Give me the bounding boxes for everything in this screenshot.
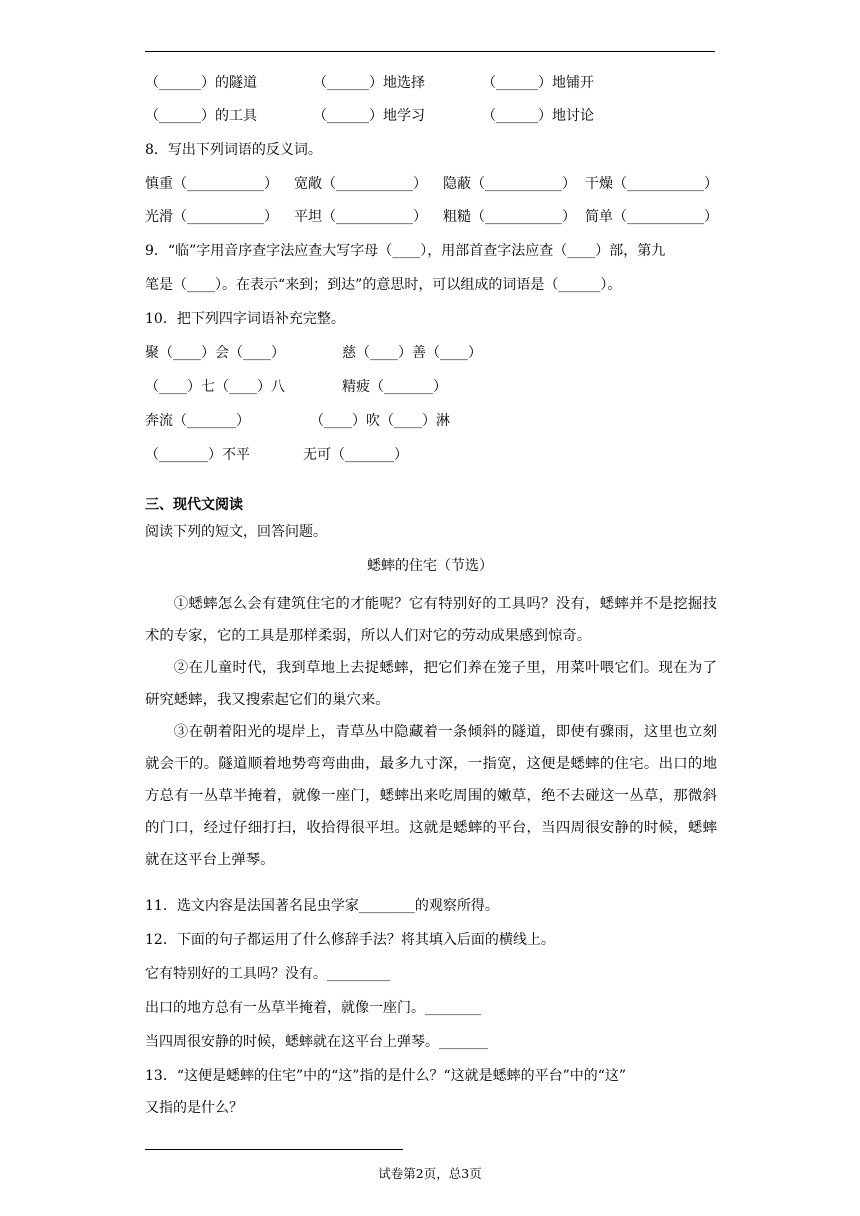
fill-item: （______）的工具 xyxy=(145,108,257,124)
question-13-line2: 又指的是什么？ xyxy=(145,1100,243,1116)
idiom-item: 聚（____）会（____） xyxy=(145,345,285,361)
section-heading: 三、现代文阅读 xyxy=(145,497,243,513)
fill-item: （______）地选择 xyxy=(313,75,425,91)
idiom-item: 慈（____）善（____） xyxy=(342,345,482,361)
page-footer: 试卷第2页，总3页 xyxy=(378,1166,482,1181)
fill-item: （______）地讨论 xyxy=(482,108,594,124)
question-11: 11．选文内容是法国著名昆虫学家________的观察所得。 xyxy=(145,898,499,914)
question-12-sentence-1: 它有特别好的工具吗？没有。_________ xyxy=(145,966,390,982)
antonym-item: 慎重（___________） xyxy=(145,176,278,192)
idiom-item: （____）吹（____）淋 xyxy=(310,413,450,429)
question-12-sentence-2: 出口的地方总有一丛草半掩着，就像一座门。________ xyxy=(145,1000,481,1016)
antonym-item: 干燥（___________） xyxy=(585,176,718,192)
antonym-item: 平坦（___________） xyxy=(294,209,427,225)
antonym-item: 粗糙（___________） xyxy=(443,209,576,225)
question-13-line1: 13．“这便是蟋蟀的住宅”中的“这”指的是什么？“这就是蟋蟀的平台”中的“这” xyxy=(145,1068,627,1084)
fill-item: （______）的隧道 xyxy=(145,75,257,91)
question-8-prompt: 8．写出下列词语的反义词。 xyxy=(145,142,322,158)
idiom-item: 无可（_______） xyxy=(303,447,408,463)
question-9-line1: 9．“临”字用音序查字法应查大写字母（____），用部首查字法应查（____）部，第九 xyxy=(145,243,666,259)
passage-title: 蟋蟀的住宅（节选） xyxy=(367,558,493,574)
question-9-line2: 笔是（____）。在表示“来到；到达”的意思时，可以组成的词语是（______）。 xyxy=(145,277,622,293)
fill-item: （______）地铺开 xyxy=(482,75,594,91)
header-rule xyxy=(145,51,715,52)
footer-rule xyxy=(145,1149,403,1150)
question-12-sentence-3: 当四周很安静的时候，蟋蟀就在这平台上弹琴。_______ xyxy=(145,1034,488,1050)
question-10-prompt: 10．把下列四字词语补充完整。 xyxy=(145,311,345,327)
idiom-item: 奔流（_______） xyxy=(145,413,250,429)
passage-paragraph-1: ①蟋蟀怎么会有建筑住宅的才能呢？它有特别好的工具吗？没有，蟋蟀并不是挖掘技术的专家，它的工具是那样柔弱，所以人们对它的劳动成果感到惊奇。 xyxy=(145,596,717,644)
antonym-item: 宽敞（___________） xyxy=(294,176,427,192)
question-12-prompt: 12．下面的句子都运用了什么修辞手法？将其填入后面的横线上。 xyxy=(145,932,555,948)
reading-instruction: 阅读下列的短文，回答问题。 xyxy=(145,524,327,540)
idiom-item: （_______）不平 xyxy=(145,447,250,463)
antonym-item: 隐蔽（___________） xyxy=(443,176,576,192)
passage-paragraph-3: ③在朝着阳光的堤岸上，青草丛中隐藏着一条倾斜的隧道，即使有骤雨，这里也立刻就会干的。隧道顺着地势弯弯曲曲，最多九寸深，一指宽，这便是蟋蟀的住宅。出口的地方总有一丛草半掩着，就像一座门，蟋蟀出来吃周围的嫩草，绝不去碰这一丛草，那微斜的门口，经过仔细打扫，收拾得很平坦。这就是蟋蟀的平台，当四周很安静的时候，蟋蟀就在这平台上弹琴。 xyxy=(145,724,717,868)
idiom-item: 精疲（_______） xyxy=(342,379,447,395)
antonym-item: 光滑（___________） xyxy=(145,209,278,225)
fill-item: （______）地学习 xyxy=(313,108,425,124)
passage-paragraph-2: ②在儿童时代，我到草地上去捉蟋蟀，把它们养在笼子里，用菜叶喂它们。现在为了研究蟋蟀，我又搜索起它们的巢穴来。 xyxy=(145,660,717,708)
idiom-item: （____）七（____）八 xyxy=(145,379,285,395)
antonym-item: 简单（___________） xyxy=(585,209,718,225)
